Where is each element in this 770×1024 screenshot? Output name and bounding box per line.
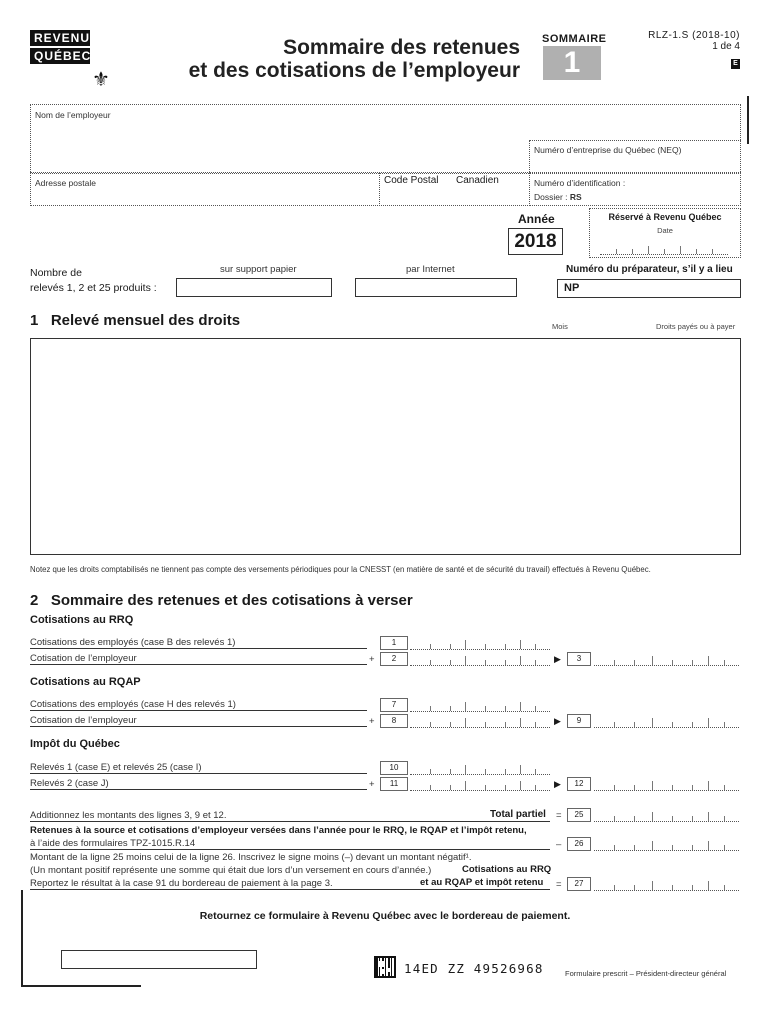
rrq-line2: Cotisation de l’employeur <box>30 653 367 665</box>
title-line1: Sommaire des retenues <box>283 36 520 59</box>
margin-line-bottom-vertical <box>21 890 23 987</box>
total-line-text: Additionnez les montants des lignes 3, 9 et 12. <box>30 810 550 822</box>
form-badge: E <box>731 59 740 69</box>
preparer-prefix: NP <box>564 282 580 294</box>
rrq-amount-3[interactable] <box>594 652 739 666</box>
id-number-field[interactable] <box>529 172 741 206</box>
impot-plus: + <box>369 779 375 790</box>
rrq-amount-1[interactable] <box>410 636 550 650</box>
releves-label <box>30 266 157 296</box>
reserved-date-label: Date <box>657 226 673 235</box>
barcode-text: 14ED ZZ 49526968 <box>404 961 544 976</box>
impot-arrow-icon: ▶ <box>554 779 561 789</box>
amount-27[interactable] <box>594 877 739 891</box>
rqap-box-7: 7 <box>380 698 408 712</box>
margin-line-bottom-horizontal <box>21 985 141 987</box>
final-equals: = <box>556 879 562 890</box>
preparer-label: Numéro du préparateur, s’il y a lieu <box>566 264 733 275</box>
impot-box-10: 10 <box>380 761 408 775</box>
paper-count-input[interactable] <box>176 278 332 297</box>
prescribed-text: Formulaire prescrit – Président-directeur général <box>565 969 727 978</box>
year-value: 2018 <box>508 228 563 255</box>
final-line3: Reportez le résultat à la case 91 du bordereau de paiement à la page 3. <box>30 878 550 890</box>
preparer-input[interactable] <box>557 279 741 298</box>
impot-title: Impôt du Québec <box>30 738 120 750</box>
sommaire-number: 1 <box>543 46 601 80</box>
retenues-line1: Retenues à la source et cotisations d’employeur versées dans l’année pour le RRQ, le RQAP et l’impôt retenu, <box>30 825 527 836</box>
rqap-arrow-icon: ▶ <box>554 716 561 726</box>
page-title <box>180 36 520 82</box>
rqap-line2: Cotisation de l’employeur <box>30 715 367 727</box>
retenues-line2: à l’aide des formulaires TPZ-1015.R.14 <box>30 838 550 850</box>
rqap-title: Cotisations au RQAP <box>30 676 141 688</box>
postal-address-field[interactable] <box>30 172 380 206</box>
box-26: 26 <box>567 837 591 851</box>
rrq-box-2: 2 <box>380 652 408 666</box>
rqap-box-8: 8 <box>380 714 408 728</box>
title-line2: et des cotisations de l’employeur <box>188 59 520 82</box>
total-equals: = <box>556 810 562 821</box>
page-number: 1 de 4 <box>712 41 740 52</box>
fleur-de-lis-icon: ⚜ <box>92 69 110 91</box>
final-label2: et au RQAP et impôt retenu <box>420 877 544 888</box>
monthly-report-area[interactable] <box>30 338 741 555</box>
rqap-amount-9[interactable] <box>594 714 739 728</box>
employer-name-label: Nom de l’employeur <box>35 110 111 120</box>
rqap-amount-7[interactable] <box>410 698 550 712</box>
rrq-box-1: 1 <box>380 636 408 650</box>
reserved-box <box>589 208 741 258</box>
form-code: RLZ-1.S (2018-10) <box>648 30 740 41</box>
box-25: 25 <box>567 808 591 822</box>
box-27: 27 <box>567 877 591 891</box>
neq-label: Numéro d’entreprise du Québec (NEQ) <box>534 145 682 155</box>
impot-line2: Relevés 2 (case J) <box>30 778 367 790</box>
rrq-title: Cotisations au RRQ <box>30 614 134 626</box>
rqap-line1: Cotisations des employés (case H des relevés 1) <box>30 699 367 711</box>
postal-code-field[interactable] <box>379 172 530 206</box>
final-line1: Montant de la ligne 25 moins celui de la ligne 26. Inscrivez le signe moins (–) devant un montant négatif¹. <box>30 852 472 863</box>
postal-code-label: Code Postal <box>384 175 439 186</box>
paper-label: sur support papier <box>220 264 297 275</box>
form-code-block <box>620 30 740 70</box>
reserved-date-field <box>600 241 728 255</box>
rqap-plus: + <box>369 716 375 727</box>
final-label1: Cotisations au RRQ <box>462 864 552 875</box>
section1-title: 1 Relevé mensuel des droits <box>30 312 241 329</box>
section2-title: 2 Sommaire des retenues et des cotisations à verser <box>30 592 413 609</box>
rrq-line1: Cotisations des employés (case B des relevés 1) <box>30 637 367 649</box>
dossier-value: RS <box>569 192 582 202</box>
margin-line-top <box>747 96 749 144</box>
rrq-box-3: 3 <box>567 652 591 666</box>
internet-label: par Internet <box>406 264 455 275</box>
retenues-minus: – <box>556 839 562 850</box>
rrq-arrow-icon: ▶ <box>554 654 561 664</box>
canadian-label: Canadien <box>456 175 499 186</box>
amount-26[interactable] <box>594 837 739 851</box>
section1-note: Notez que les droits comptabilisés ne tiennent pas compte des versements périodiques pour la CNESST (en matière de santé et de sécurité du travail) effectués à Revenu Québec. <box>30 565 651 574</box>
internet-count-input[interactable] <box>355 278 517 297</box>
revenu-quebec-logo <box>30 30 110 64</box>
impot-amount-10[interactable] <box>410 761 550 775</box>
final-line2: (Un montant positif représente une somme qui était due lors d’un versement en cours d’année.) <box>30 865 432 876</box>
logo-line1: REVENU <box>30 30 90 46</box>
rqap-box-9: 9 <box>567 714 591 728</box>
id-number-label: Numéro d’identification : <box>534 178 626 188</box>
releves-label-line2: relevés 1, 2 et 25 produits : <box>30 282 157 294</box>
impot-box-11: 11 <box>380 777 408 791</box>
qr-code-icon <box>374 956 396 978</box>
rqap-amount-8[interactable] <box>410 714 550 728</box>
neq-field[interactable] <box>529 140 741 174</box>
dossier-label <box>534 192 582 202</box>
postal-address-label: Adresse postale <box>35 178 96 188</box>
impot-amount-12[interactable] <box>594 777 739 791</box>
total-partiel-label: Total partiel <box>490 809 546 820</box>
impot-amount-11[interactable] <box>410 777 550 791</box>
releves-label-line1: Nombre de <box>30 267 82 279</box>
logo-line2: QUÉBEC <box>30 48 90 64</box>
footer-input-box[interactable] <box>61 950 257 969</box>
year-label: Année <box>518 212 555 226</box>
rrq-amount-2[interactable] <box>410 652 550 666</box>
return-instruction: Retournez ce formulaire à Revenu Québec avec le bordereau de paiement. <box>199 910 571 922</box>
impot-box-12: 12 <box>567 777 591 791</box>
dossier-prefix: Dossier : <box>534 192 570 202</box>
month-column-header: Mois <box>552 322 568 331</box>
rrq-plus: + <box>369 654 375 665</box>
paid-column-header: Droits payés ou à payer <box>656 322 736 331</box>
amount-25[interactable] <box>594 808 739 822</box>
impot-line1: Relevés 1 (case E) et relevés 25 (case I) <box>30 762 367 774</box>
sommaire-label: SOMMAIRE <box>542 33 607 45</box>
reserved-label: Réservé à Revenu Québec <box>608 212 722 222</box>
